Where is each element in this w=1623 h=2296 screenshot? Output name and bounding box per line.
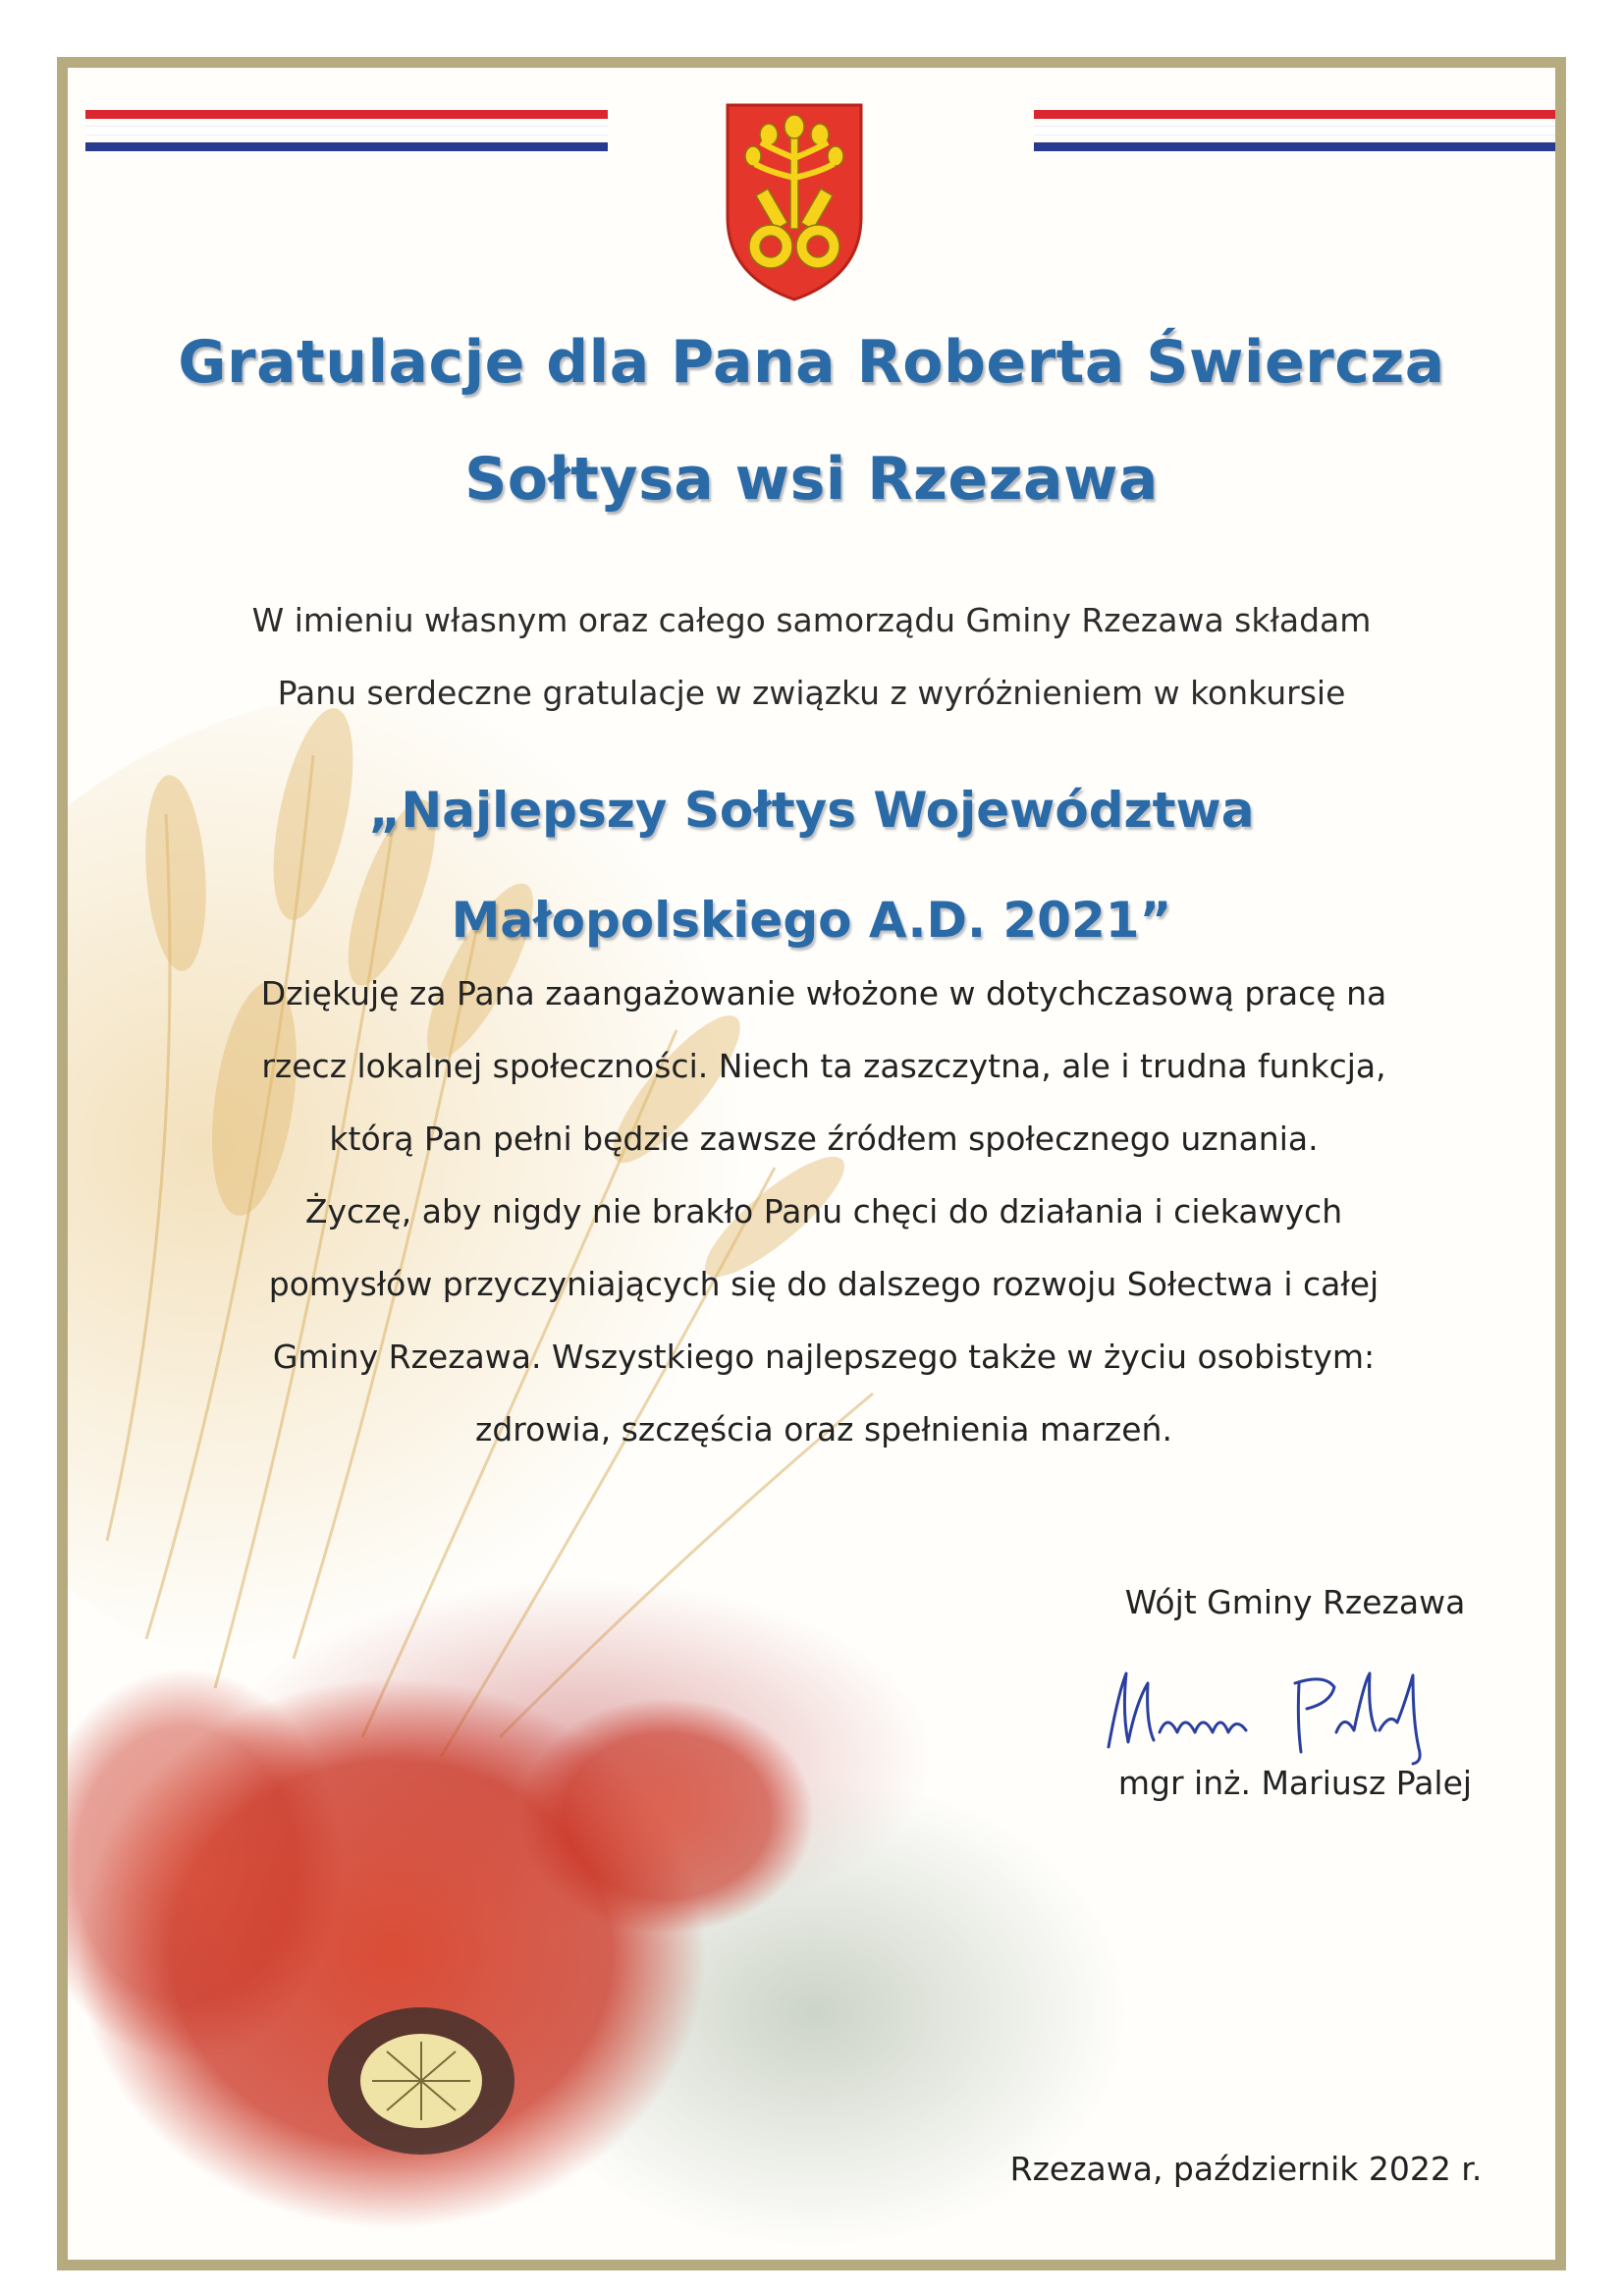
white-stripe — [1034, 126, 1556, 136]
body-line: rzecz lokalnej społeczności. Niech ta zaszczytna, ale i trudna funkcja, — [261, 1047, 1386, 1085]
blue-stripe — [85, 142, 608, 151]
body-line: Gminy Rzezawa. Wszystkiego najlepszego także w życiu osobistym: — [272, 1338, 1376, 1376]
place-and-date: Rzezawa, październik 2022 r. — [1009, 2150, 1483, 2188]
body-line: zdrowia, szczęścia oraz spełnienia marzeń. — [475, 1410, 1172, 1449]
signer-title: Wójt Gminy Rzezawa — [1124, 1583, 1466, 1621]
flag-stripes-right — [1034, 110, 1556, 161]
intro-line: W imieniu własnym oraz całego samorządu Gminy Rzezawa składam — [251, 601, 1372, 639]
red-stripe — [1034, 110, 1556, 119]
intro-paragraph — [68, 584, 1555, 730]
certificate-frame — [57, 57, 1566, 2270]
body-paragraph — [127, 957, 1521, 1466]
blue-stripe — [1034, 142, 1556, 151]
body-line: Dziękuję za Pana zaangażowanie włożone w dotychczasową pracę na — [260, 974, 1387, 1012]
body-line: pomysłów przyczyniających się do dalszego rozwoju Sołectwa i całej — [268, 1265, 1380, 1303]
intro-line: Panu serdeczne gratulacje w związku z wyróżnieniem w konkursie — [277, 674, 1346, 712]
contest-line: „Najlepszy Sołtys Województwa — [368, 782, 1255, 839]
signer-name: mgr inż. Mariusz Palej — [1117, 1764, 1473, 1802]
white-stripe — [85, 126, 608, 136]
contest-line: Małopolskiego A.D. 2021” — [451, 892, 1172, 949]
body-line: Życzę, aby nigdy nie brakło Panu chęci do działania i ciekawych — [304, 1192, 1343, 1230]
body-line: którą Pan pełni będzie zawsze źródłem społecznego uznania. — [329, 1120, 1319, 1158]
coat-of-arms-icon — [722, 99, 867, 305]
poppy-seed-head — [328, 2007, 514, 2155]
title-line-1: Gratulacje dla Pana Roberta Świercza — [178, 328, 1445, 397]
contest-name — [68, 755, 1555, 975]
handwritten-signature — [1089, 1654, 1462, 1772]
flag-stripes-left — [85, 110, 608, 161]
title-line-2: Sołtysa wsi Rzezawa — [464, 445, 1159, 514]
red-stripe — [85, 110, 608, 119]
